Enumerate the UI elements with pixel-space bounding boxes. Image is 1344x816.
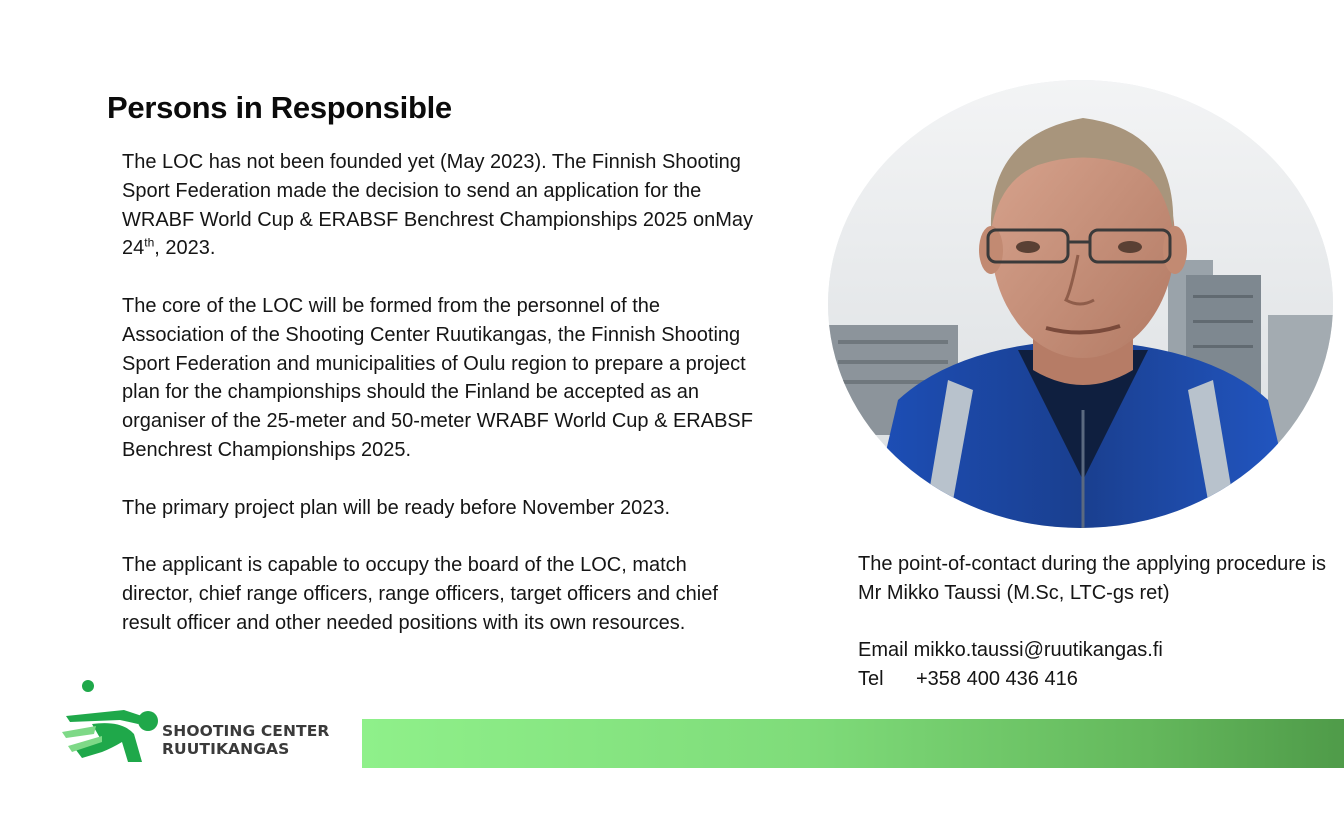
contact-email: Email mikko.taussi@ruutikangas.fi	[858, 639, 1163, 662]
footer-green-bar	[362, 719, 1344, 768]
page-title: Persons in Responsible	[107, 90, 452, 125]
paragraph-loc-founding: The LOC has not been founded yet (May 2023). The Finnish Shooting Sport Federation made the decision to send an application for the WRABF World Cup & ERABSF Benchrest Championships 2025 onMay 24th, 2023.	[122, 151, 754, 260]
paragraph-loc-core: The core of the LOC will be formed from the personnel of the Association of the Shooting Center Ruutikangas, the Finnish Shooting Sport Federation and municipalities of Oulu region to prepare a project plan for the championships should the Finland be accepted as an organiser of the 25-meter and 50-meter WRABF World Cup & ERABSF Benchrest Championships 2025.	[122, 294, 753, 461]
logo-text	[162, 722, 329, 758]
paragraph-applicant-capability: The applicant is capable to occupy the board of the LOC, match director, chief range officers, range officers, target officers and chief result officer and other needed positions with its own resources.	[122, 554, 718, 634]
shooting-center-logo	[62, 676, 352, 768]
logo-line2: RUUTIKANGAS	[162, 740, 290, 758]
contact-phone	[858, 665, 1338, 694]
contact-intro: The point-of-contact during the applying procedure is Mr Mikko Taussi (M.Sc, LTC-gs ret)	[858, 553, 1327, 604]
portrait-photo	[828, 80, 1333, 528]
phone-number: +358 400 436 416	[916, 668, 1078, 691]
phone-label: Tel	[858, 668, 884, 691]
logo-line1: SHOOTING CENTER	[162, 722, 330, 740]
portrait-photo-icon	[828, 80, 1333, 528]
paragraph-project-plan: The primary project plan will be ready before November 2023.	[122, 496, 671, 519]
contact-info	[858, 550, 1338, 694]
body-text	[122, 148, 762, 666]
shooter-silhouette-logo-icon	[62, 676, 162, 768]
